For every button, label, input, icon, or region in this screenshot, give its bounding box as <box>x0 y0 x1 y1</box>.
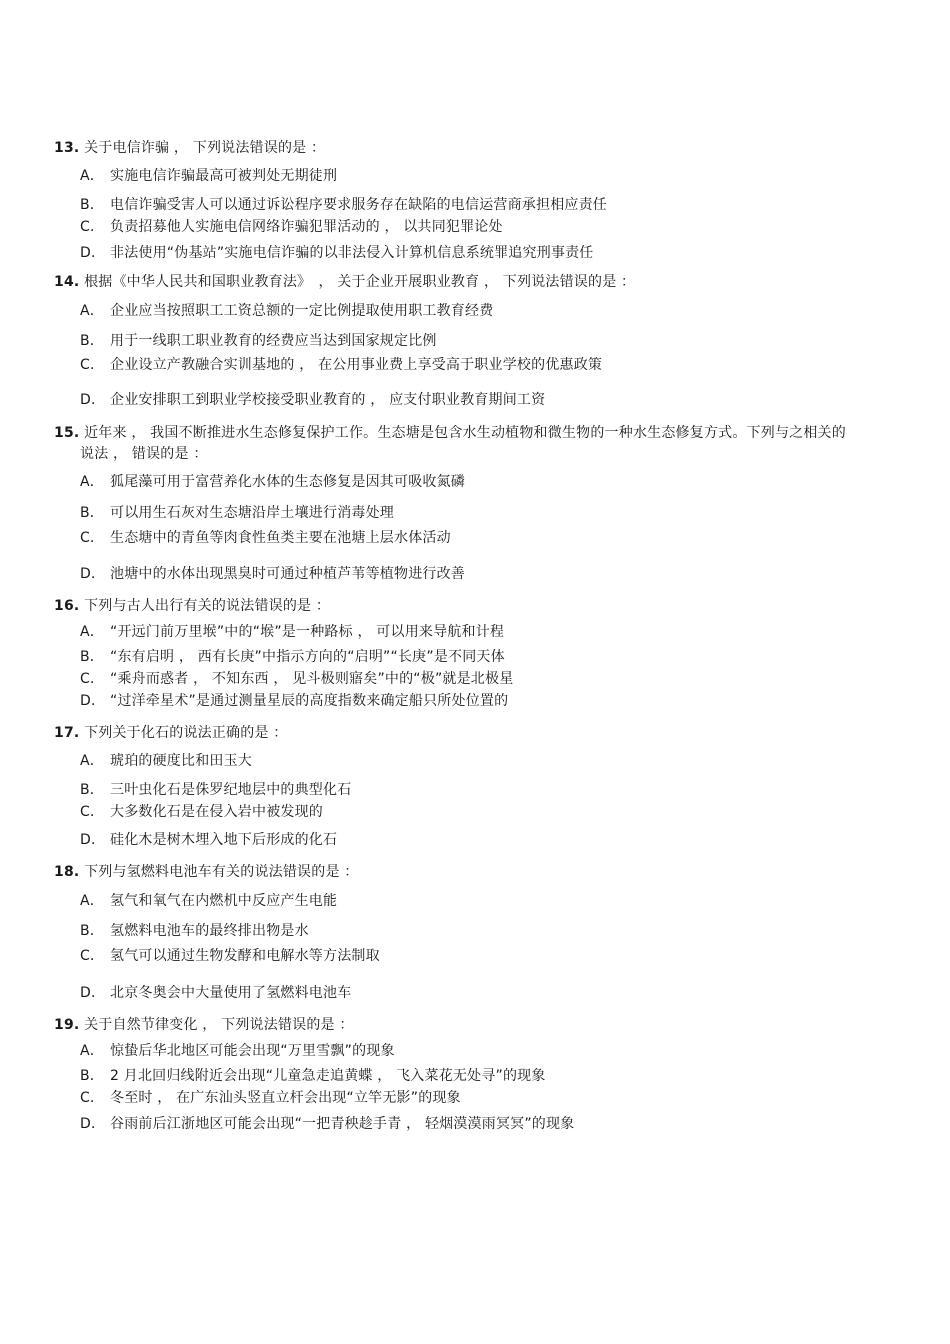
option-text: 北京冬奥会中大量使用了氢燃料电池车 <box>110 985 352 1001</box>
question-17-stem <box>54 724 288 742</box>
question-number: 13. <box>54 140 80 156</box>
option-text: “开远门前万里堠”中的“堠”是一种路标 ， 可以用来导航和计程 <box>110 624 505 640</box>
q19-option-d <box>80 1115 574 1133</box>
option-letter: D． <box>80 245 106 261</box>
question-13-stem <box>54 139 325 157</box>
q17-option-a <box>80 752 252 770</box>
option-letter: C． <box>80 948 105 964</box>
option-text: 企业安排职工到职业学校接受职业教育的 ， 应支付职业教育期间工资 <box>110 392 546 408</box>
question-text: 下列与古人出行有关的说法错误的是 ： <box>84 598 331 614</box>
question-18-stem <box>54 863 359 881</box>
option-letter: A． <box>80 474 104 490</box>
option-letter: B． <box>80 649 105 665</box>
question-number: 19. <box>54 1017 80 1033</box>
question-text: 下列关于化石的说法正确的是 ： <box>84 725 288 741</box>
option-text: “东有启明 ， 西有长庚”中指示方向的“启明”“长庚”是不同天体 <box>110 649 505 665</box>
option-text: 三叶虫化石是侏罗纪地层中的典型化石 <box>110 782 352 798</box>
option-text: 冬至时 ， 在广东汕头竖直立杆会出现“立竿无影”的现象 <box>110 1090 461 1106</box>
option-letter: B． <box>80 333 105 349</box>
question-16-stem <box>54 597 330 615</box>
option-text: 企业应当按照职工工资总额的一定比例提取使用职工教育经费 <box>110 303 494 319</box>
question-15-stem <box>54 424 846 442</box>
option-text: “乘舟而惑者 ， 不知东西 ， 见斗极则寤矣”中的“极”就是北极星 <box>110 671 514 687</box>
q15-option-c <box>80 529 451 547</box>
option-text: 谷雨前后江浙地区可能会出现“一把青秧趁手青 ， 轻烟漠漠雨冥冥”的现象 <box>110 1116 575 1132</box>
option-letter: C． <box>80 219 105 235</box>
option-letter: C． <box>80 357 105 373</box>
option-text: 池塘中的水体出现黑臭时可通过种植芦苇等植物进行改善 <box>110 566 465 582</box>
option-text: 可以用生石灰对生态塘沿岸土壤进行消毒处理 <box>110 505 394 521</box>
option-text: 狐尾藻可用于富营养化水体的生态修复是因其可吸收氮磷 <box>110 474 465 490</box>
question-number: 16. <box>54 598 80 614</box>
option-letter: C． <box>80 671 105 687</box>
q13-option-c <box>80 218 503 236</box>
option-letter: D． <box>80 985 106 1001</box>
option-letter: C． <box>80 1090 105 1106</box>
option-letter: C． <box>80 530 105 546</box>
q14-option-d <box>80 391 545 409</box>
q18-option-a <box>80 892 337 910</box>
question-number: 14. <box>54 274 80 290</box>
question-text: 关于自然节律变化 ， 下列说法错误的是 ： <box>84 1017 354 1033</box>
option-text: 硅化木是树木埋入地下后形成的化石 <box>110 832 338 848</box>
q16-option-a <box>80 623 504 641</box>
option-letter: A． <box>80 303 104 319</box>
option-letter: B． <box>80 1068 105 1084</box>
q19-option-a <box>80 1042 395 1060</box>
option-text: 企业设立产教融合实训基地的 ， 在公用事业费上享受高于职业学校的优惠政策 <box>110 357 603 373</box>
question-text: 根据《中华人民共和国职业教育法》 ， 关于企业开展职业教育 ， 下列说法错误的是 ： <box>84 274 636 290</box>
option-letter: D． <box>80 566 106 582</box>
option-text: 电信诈骗受害人可以通过诉讼程序要求服务存在缺陷的电信运营商承担相应责任 <box>110 197 607 213</box>
q19-option-c <box>80 1089 461 1107</box>
option-text: 氢气可以通过生物发酵和电解水等方法制取 <box>110 948 380 964</box>
option-text: 惊蛰后华北地区可能会出现“万里雪飘”的现象 <box>110 1043 395 1059</box>
option-text: 实施电信诈骗最高可被判处无期徒刑 <box>110 168 338 184</box>
q17-option-c <box>80 803 323 821</box>
q15-option-a <box>80 473 465 491</box>
q18-option-d <box>80 984 351 1002</box>
option-letter: A． <box>80 168 104 184</box>
question-15-stem-continued: 说法 ， 错误的是 ： <box>80 446 208 462</box>
option-letter: C． <box>80 804 105 820</box>
question-number: 17. <box>54 725 80 741</box>
option-letter: B． <box>80 197 105 213</box>
option-text: 大多数化石是在侵入岩中被发现的 <box>110 804 323 820</box>
q17-option-b <box>80 781 351 799</box>
q18-option-c <box>80 947 380 965</box>
option-letter: A． <box>80 893 104 909</box>
option-text: “过洋牵星术”是通过测量星辰的高度指数来确定船只所处位置的 <box>110 693 509 709</box>
option-text: 非法使用“伪基站”实施电信诈骗的以非法侵入计算机信息系统罪追究刑事责任 <box>110 245 594 261</box>
q13-option-a <box>80 167 337 185</box>
q14-option-a <box>80 302 493 320</box>
q15-option-b <box>80 504 394 522</box>
q16-option-c <box>80 670 513 688</box>
q14-option-b <box>80 332 437 350</box>
option-text: 负责招募他人实施电信网络诈骗犯罪活动的 ， 以共同犯罪论处 <box>110 219 503 235</box>
option-text: 2 月北回归线附近会出现“儿童急走追黄蝶 ， 飞入菜花无处寻”的现象 <box>110 1068 546 1084</box>
option-text: 氢燃料电池车的最终排出物是水 <box>110 923 309 939</box>
question-text: 近年来 ， 我国不断推进水生态修复保护工作。生态塘是包含水生动植物和微生物的一种水生态修复方式。下列与之相关的 <box>84 425 846 441</box>
q14-option-c <box>80 356 602 374</box>
option-letter: D． <box>80 832 106 848</box>
q15-option-d <box>80 565 465 583</box>
option-letter: B． <box>80 505 105 521</box>
question-19-stem <box>54 1016 354 1034</box>
option-text: 用于一线职工职业教育的经费应当达到国家规定比例 <box>110 333 437 349</box>
q16-option-b <box>80 648 505 666</box>
option-letter: D． <box>80 392 106 408</box>
question-number: 15. <box>54 425 80 441</box>
option-letter: A． <box>80 1043 104 1059</box>
q18-option-b <box>80 922 309 940</box>
option-letter: B． <box>80 923 105 939</box>
question-text: 关于电信诈骗 ， 下列说法错误的是 ： <box>84 140 326 156</box>
option-letter: D． <box>80 693 106 709</box>
question-14-stem <box>54 273 635 291</box>
q17-option-d <box>80 831 337 849</box>
q13-option-d <box>80 244 594 262</box>
question-number: 18. <box>54 864 80 880</box>
option-letter: A． <box>80 624 104 640</box>
option-text: 生态塘中的青鱼等肉食性鱼类主要在池塘上层水体活动 <box>110 530 451 546</box>
option-letter: D． <box>80 1116 106 1132</box>
option-letter: B． <box>80 782 105 798</box>
option-text: 琥珀的硬度比和田玉大 <box>110 753 252 769</box>
q16-option-d <box>80 692 508 710</box>
q19-option-b <box>80 1067 546 1085</box>
option-text: 氢气和氧气在内燃机中反应产生电能 <box>110 893 338 909</box>
question-text: 下列与氢燃料电池车有关的说法错误的是 ： <box>84 864 359 880</box>
option-letter: A． <box>80 753 104 769</box>
q13-option-b <box>80 196 607 214</box>
